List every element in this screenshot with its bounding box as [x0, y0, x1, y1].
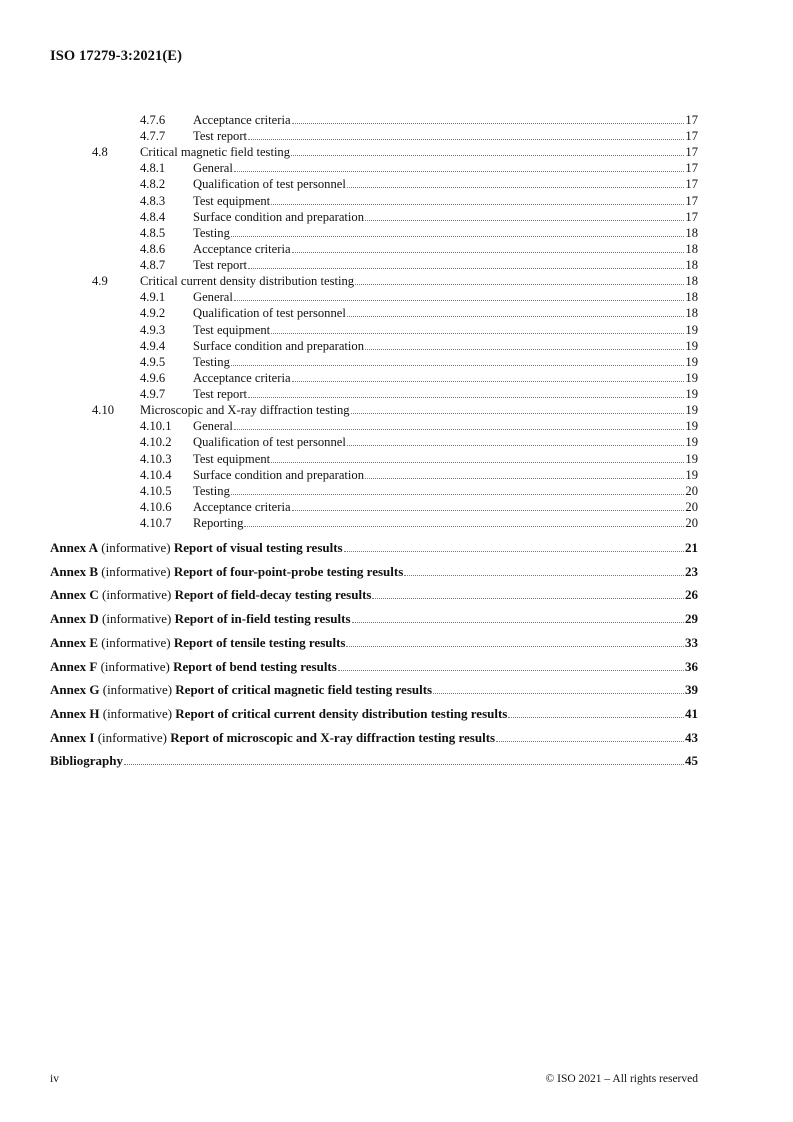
- toc-entry-title: General: [193, 419, 233, 434]
- annex-entry-page: 36: [685, 658, 698, 674]
- toc-entry-title: Acceptance criteria: [193, 241, 291, 256]
- toc-entry-title: Surface condition and preparation: [193, 338, 364, 353]
- toc-entry-number: 4.9.5: [140, 354, 166, 369]
- toc-entry-title: Test report: [193, 387, 248, 402]
- toc-entry-number: 4.8.4: [140, 209, 166, 224]
- toc-entry[interactable]: [0, 483, 698, 499]
- toc-entry[interactable]: [0, 515, 698, 531]
- toc-entry-page: 17: [685, 193, 698, 208]
- annex-entry[interactable]: [0, 587, 698, 603]
- annex-label: Annex G: [50, 682, 100, 698]
- toc-entry[interactable]: [0, 112, 698, 128]
- toc-entry-title: Testing: [193, 483, 230, 498]
- dot-leader: [404, 564, 684, 576]
- toc-entry-page: 17: [685, 209, 698, 224]
- toc-entry-page: 17: [685, 145, 698, 160]
- bibliography-page: 45: [685, 753, 698, 769]
- dot-leader: [234, 418, 685, 430]
- annex-type: (informative): [102, 611, 172, 627]
- toc-entry-page: 19: [685, 387, 698, 402]
- toc-entry-number: 4.10.2: [140, 435, 172, 450]
- annex-entry-title: [50, 682, 432, 698]
- toc-entry[interactable]: [0, 144, 698, 160]
- toc-entry-title: General: [193, 161, 233, 176]
- toc-entry[interactable]: [0, 354, 698, 370]
- annex-label: Annex D: [50, 611, 99, 627]
- toc-entry-page: 18: [685, 258, 698, 273]
- annex-title: Report of microscopic and X-ray diffraction testing results: [170, 729, 496, 745]
- toc-entry-title: Acceptance criteria: [193, 113, 291, 127]
- toc-entry-number: 4.10.6: [140, 499, 172, 514]
- dot-leader: [234, 160, 685, 172]
- dot-leader: [271, 193, 684, 205]
- toc-entry[interactable]: [0, 225, 698, 241]
- toc-entry-number: 4.10.4: [140, 467, 172, 482]
- toc-entry-number: 4.9.3: [140, 322, 166, 337]
- annex-title: Report of bend testing results: [173, 658, 337, 674]
- annex-entry-page: 41: [685, 705, 698, 721]
- annex-type: (informative): [101, 634, 171, 650]
- toc-entry[interactable]: [0, 257, 698, 273]
- toc-entry-number: 4.9: [92, 274, 108, 289]
- annex-title: Report of in-field testing results: [174, 611, 351, 627]
- toc-entry[interactable]: [0, 338, 698, 354]
- dot-leader: [291, 144, 684, 156]
- dot-leader: [433, 682, 684, 694]
- annex-title: Report of field-decay testing results: [174, 587, 372, 603]
- dot-leader: [346, 635, 684, 647]
- toc-entry-title: Surface condition and preparation: [193, 209, 364, 224]
- toc-entry[interactable]: [0, 402, 698, 418]
- toc-entry[interactable]: [0, 322, 698, 338]
- toc-entry-number: 4.9.7: [140, 387, 166, 402]
- toc-entry-number: 4.8.3: [140, 193, 166, 208]
- toc-entry-title: Acceptance criteria: [193, 499, 291, 514]
- annex-entry[interactable]: [0, 659, 698, 675]
- toc-entry[interactable]: [0, 418, 698, 434]
- document-id-header: ISO 17279-3:2021(E): [50, 48, 182, 64]
- toc-entry-page: 17: [685, 113, 698, 127]
- dot-leader: [347, 434, 685, 446]
- dot-leader: [292, 370, 685, 382]
- toc-entry[interactable]: [0, 209, 698, 225]
- annex-entry-title: [50, 730, 495, 746]
- toc-entry-title: Test equipment: [193, 193, 271, 208]
- annex-entry-title: [50, 564, 403, 580]
- annex-entry[interactable]: [0, 730, 698, 746]
- toc-entry-page: 18: [685, 290, 698, 305]
- dot-leader: [347, 305, 685, 317]
- toc-entry-page: 17: [685, 129, 698, 144]
- toc-entry-number: 4.9.2: [140, 306, 166, 321]
- bibliography-title: Bibliography: [50, 753, 123, 769]
- dot-leader: [352, 611, 684, 623]
- toc-entry-title: Surface condition and preparation: [193, 467, 364, 482]
- toc-entry-number: 4.7.6: [140, 113, 166, 127]
- toc-entry-page: 20: [685, 483, 698, 498]
- copyright-notice: © ISO 2021 – All rights reserved: [545, 1073, 698, 1085]
- dot-leader: [271, 322, 684, 334]
- toc-entry-number: 4.7.7: [140, 129, 166, 144]
- toc-entry-number: 4.8.1: [140, 161, 166, 176]
- annex-entry-title: [50, 540, 343, 556]
- toc-entry-number: 4.8.5: [140, 225, 166, 240]
- toc-entry-title: Critical current density distribution testing: [140, 274, 355, 289]
- toc-entry-number: 4.9.4: [140, 338, 166, 353]
- toc-entry-page: 19: [685, 419, 698, 434]
- annex-entry[interactable]: [0, 611, 698, 627]
- annex-entry[interactable]: [0, 564, 698, 580]
- toc-entry-page: 20: [685, 499, 698, 514]
- toc-entry[interactable]: [0, 289, 698, 305]
- dot-leader: [496, 730, 684, 742]
- toc-entry-title: Qualification of test personnel: [193, 306, 346, 321]
- toc-entry-page: 18: [685, 241, 698, 256]
- dot-leader: [231, 483, 685, 495]
- annex-entry-page: 39: [685, 682, 698, 698]
- dot-leader: [248, 386, 684, 398]
- page-number: iv: [50, 1073, 59, 1085]
- annex-label: Annex A: [50, 540, 99, 555]
- annex-label: Annex B: [50, 563, 99, 579]
- dot-leader: [292, 241, 685, 253]
- dot-leader: [338, 659, 684, 671]
- annex-title: Report of four-point-probe testing results: [173, 563, 404, 579]
- annex-entry-page: 26: [685, 587, 698, 603]
- annex-entry[interactable]: [0, 706, 698, 722]
- toc-entry-page: 18: [685, 274, 698, 289]
- annex-label: Annex C: [50, 587, 99, 603]
- toc-entry-page: 19: [685, 403, 698, 418]
- toc-entry-number: 4.10.1: [140, 419, 172, 434]
- dot-leader: [248, 128, 684, 140]
- toc-entry[interactable]: [0, 273, 698, 289]
- toc-entry-title: Qualification of test personnel: [193, 177, 346, 192]
- toc-entry-title: Testing: [193, 225, 230, 240]
- dot-leader: [244, 515, 684, 527]
- annex-entry-page: 33: [685, 634, 698, 650]
- toc-entry-number: 4.9.6: [140, 370, 166, 385]
- toc-entry-page: 19: [685, 338, 698, 353]
- toc-entry-title: Test report: [193, 129, 248, 144]
- toc-entry-title: Critical magnetic field testing: [140, 145, 291, 160]
- toc-entry-title: Test report: [193, 258, 248, 273]
- bibliography-entry[interactable]: [0, 753, 698, 769]
- toc-entry[interactable]: [0, 193, 698, 209]
- toc-entry-title: Qualification of test personnel: [193, 435, 346, 450]
- toc-entry-title: Test equipment: [193, 322, 271, 337]
- annex-entry-page: 21: [685, 540, 698, 555]
- toc-entry-title: Microscopic and X-ray diffraction testing: [140, 403, 350, 418]
- dot-leader: [508, 706, 684, 718]
- toc-entry[interactable]: [0, 451, 698, 467]
- dot-leader: [231, 354, 685, 366]
- dot-leader: [234, 289, 685, 301]
- annex-type: (informative): [101, 563, 171, 579]
- dot-leader: [372, 587, 684, 599]
- toc-entry-number: 4.10.5: [140, 483, 172, 498]
- annex-entry[interactable]: [0, 540, 698, 556]
- dot-leader: [351, 402, 685, 414]
- toc-entry-number: 4.10.7: [140, 516, 172, 530]
- toc-entry-number: 4.10: [92, 403, 115, 418]
- annex-type: (informative): [102, 682, 173, 698]
- annex-type: (informative): [102, 705, 173, 721]
- dot-leader: [248, 257, 684, 269]
- annex-title: Report of tensile testing results: [173, 634, 346, 650]
- dot-leader: [124, 753, 684, 765]
- dot-leader: [365, 467, 684, 479]
- toc-entry-title: Acceptance criteria: [193, 370, 291, 385]
- toc-entry[interactable]: [0, 467, 698, 483]
- annex-entry-title: [50, 611, 351, 627]
- toc-entry-page: 17: [685, 177, 698, 192]
- toc-entry-number: 4.8.2: [140, 177, 166, 192]
- toc-entry[interactable]: [0, 499, 698, 515]
- annex-entry-page: 43: [685, 729, 698, 745]
- toc-entry-page: 19: [685, 370, 698, 385]
- dot-leader: [347, 176, 685, 188]
- annex-label: Annex I: [50, 729, 95, 745]
- toc-entry[interactable]: [0, 176, 698, 192]
- annex-entry-title: [50, 706, 507, 722]
- annex-entry-title: [50, 659, 337, 675]
- annex-type: (informative): [102, 587, 172, 603]
- toc-entry-title: Test equipment: [193, 451, 271, 466]
- annex-title: Report of critical current density distribution testing results: [175, 705, 508, 721]
- annex-type: (informative): [101, 540, 171, 555]
- dot-leader: [271, 451, 684, 463]
- toc-entry-page: 20: [685, 516, 698, 530]
- annex-type: (informative): [100, 658, 170, 674]
- toc-entry[interactable]: [0, 434, 698, 450]
- dot-leader: [365, 209, 684, 221]
- annex-entry-page: 23: [685, 563, 698, 579]
- toc-entry-page: 19: [685, 435, 698, 450]
- annex-label: Annex E: [50, 634, 99, 650]
- toc-entry[interactable]: [0, 128, 698, 144]
- toc-entry-page: 18: [685, 225, 698, 240]
- toc-entry[interactable]: [0, 241, 698, 257]
- annex-entry-title: [50, 635, 345, 651]
- annex-label: Annex F: [50, 658, 98, 674]
- toc-entry-title: Reporting: [193, 516, 244, 530]
- dot-leader: [292, 499, 685, 511]
- annex-title: Report of visual testing results: [173, 540, 343, 555]
- toc-entry-number: 4.9.1: [140, 290, 166, 305]
- dot-leader: [292, 112, 685, 124]
- toc-entry-page: 19: [685, 451, 698, 466]
- dot-leader: [355, 273, 684, 285]
- toc-entry-number: 4.10.3: [140, 451, 172, 466]
- toc-entry[interactable]: [0, 160, 698, 176]
- toc-entry-page: 19: [685, 322, 698, 337]
- annex-entry[interactable]: [0, 682, 698, 698]
- toc-entry-title: General: [193, 290, 233, 305]
- dot-leader: [365, 338, 684, 350]
- annex-label: Annex H: [50, 705, 100, 721]
- annex-type: (informative): [97, 729, 167, 745]
- toc-entry-title: Testing: [193, 354, 230, 369]
- dot-leader: [231, 225, 685, 237]
- dot-leader: [344, 540, 684, 552]
- annex-entry-page: 29: [685, 611, 698, 627]
- toc-entry-number: 4.8: [92, 145, 108, 160]
- toc-entry-number: 4.8.7: [140, 258, 166, 273]
- toc-entry-number: 4.8.6: [140, 241, 166, 256]
- annex-title: Report of critical magnetic field testing results: [175, 682, 433, 698]
- toc-entry[interactable]: [0, 386, 698, 402]
- toc-entry-page: 17: [685, 161, 698, 176]
- toc-entry[interactable]: [0, 370, 698, 386]
- toc-entry-page: 18: [685, 306, 698, 321]
- annex-entry[interactable]: [0, 635, 698, 651]
- toc-entry-page: 19: [685, 467, 698, 482]
- toc-entry[interactable]: [0, 305, 698, 321]
- toc-entry-page: 19: [685, 354, 698, 369]
- annex-entry-title: [50, 587, 371, 603]
